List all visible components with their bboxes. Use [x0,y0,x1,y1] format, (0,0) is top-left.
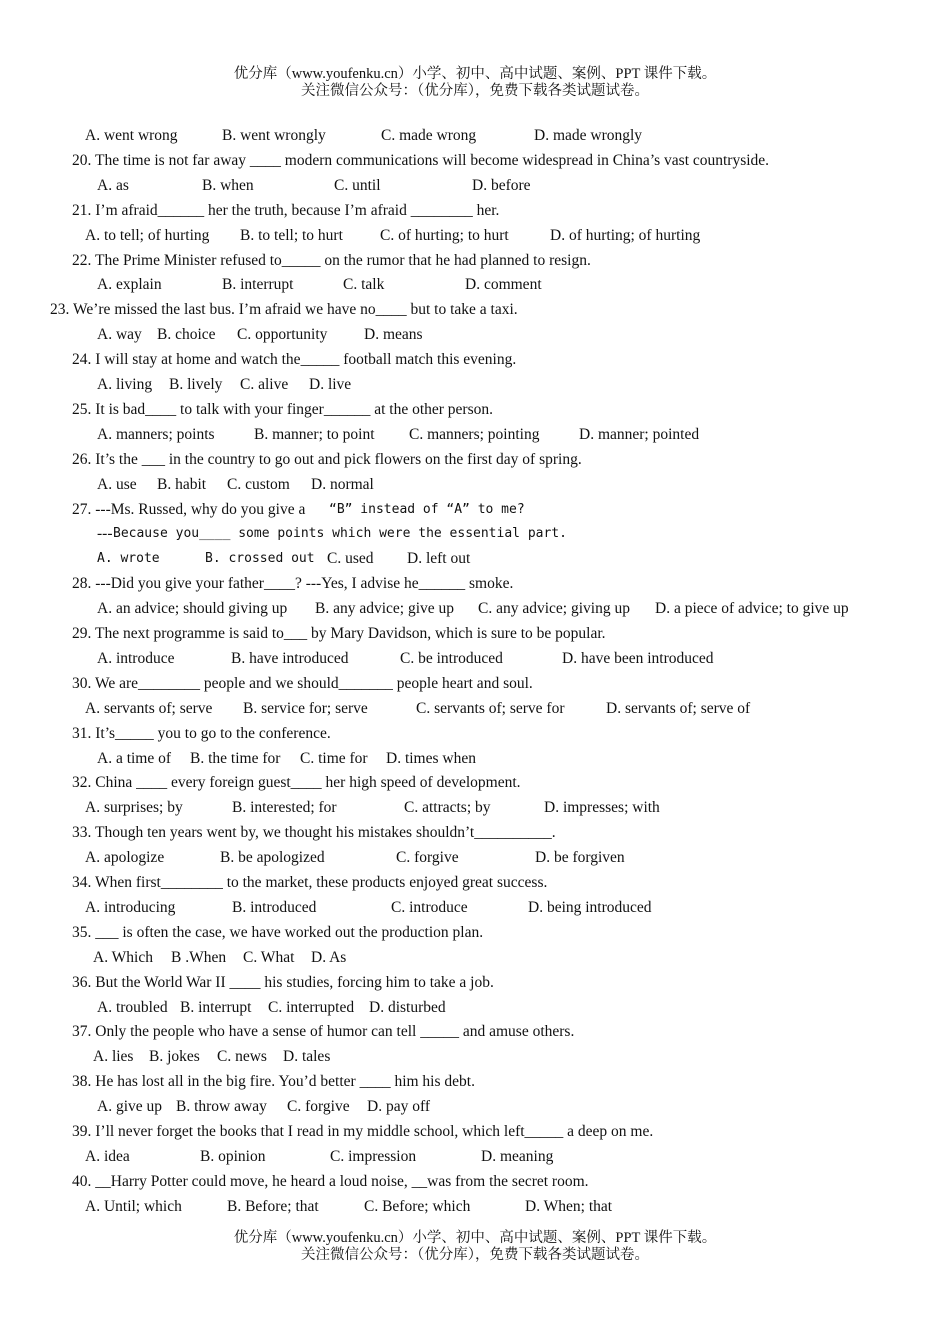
answer-option: C. until [334,176,381,194]
question-segment: Because you____ some points which were the essential part. [113,526,567,542]
answer-option: A. wrote [97,551,160,567]
answer-option: C. impression [330,1147,417,1165]
answer-option: B. interested; for [232,799,337,817]
question-segment: 34. When first________ to the market, these products enjoyed great success. [72,874,548,891]
question-segment: 22. The Prime Minister refused to_____ on the rumor that he had planned to resign. [72,251,591,269]
question-segment: 36. But the World War II ____ his studies, forcing him to take a job. [72,973,494,991]
header-line-1: 优分库（www.youfenku.cn）小学、初中、高中试题、案例、PPT 课件下载。 [233,66,717,82]
answer-option: B. the time for [190,749,281,767]
answer-option: C. custom [227,475,290,493]
answer-option: D. live [309,376,352,393]
answer-option: B. opinion [200,1147,266,1165]
answer-option: B. choice [157,326,216,344]
question-segment: 37. Only the people who have a sense of humor can tell _____ and amuse others. [72,1023,575,1041]
answer-option: D. have been introduced [562,649,714,667]
answer-option: C. made wrong [381,127,477,144]
answer-option: C. interrupted [268,998,355,1016]
answer-option: C. opportunity [237,326,328,344]
question-segment: 33. Though ten years went by, we thought his mistakes shouldn’t__________. [72,824,556,842]
question-segment: 24. I will stay at home and watch the_____ football match this evening. [72,351,517,369]
question-segment: 23. We’re missed the last bus. I’m afraid we have no____ but to take a taxi. [50,301,518,319]
answer-option: D. made wrongly [534,127,643,144]
question-segment: “B” instead of “A” to me? [329,501,525,517]
answer-option: B. crossed out [205,551,315,567]
answer-option: B. introduced [232,898,317,916]
answer-option: B. went wrongly [222,127,326,144]
answer-option: B. any advice; give up [315,600,455,618]
answer-option: D. As [311,948,347,966]
page-footer [0,1230,950,1264]
question-segment: 29. The next programme is said to___ by Mary Davidson, which is sure to be popular. [72,625,606,642]
question-segment: 35. ___ is often the case, we have worked out the production plan. [72,923,484,941]
answer-option: D. left out [407,550,471,568]
answer-option: B. throw away [176,1098,267,1116]
question-segment: --- [97,525,113,543]
answer-option: D. be forgiven [535,849,625,867]
question-segment: 39. I’ll never forget the books that I read in my middle school, which left_____ a deep on me. [72,1123,654,1140]
answer-option: C. attracts; by [404,799,491,817]
answer-option: A. lies [93,1048,134,1066]
answer-option: C. news [217,1048,267,1066]
answer-option: A. introduce [97,649,175,667]
page-header [0,66,950,100]
answer-option: A. way [97,326,142,344]
answer-option: A. apologize [85,849,165,867]
answer-option: C. manners; pointing [409,425,540,443]
header-line-2: 关注微信公众号：（优分库），免费下载各类试题试卷。 [301,83,649,99]
answer-option: B. service for; serve [243,699,368,717]
answer-option: A. as [97,176,129,194]
answer-option: D. normal [311,475,374,493]
answer-option: D. a piece of advice; to give up [655,600,849,618]
answer-option: C. Before; which [364,1197,471,1215]
answer-option: A. troubled [97,998,168,1016]
answer-option: D. means [364,326,423,344]
question-segment: 21. I’m afraid______ her the truth, because I’m afraid ________ her. [72,201,500,219]
answer-option: B. when [202,176,254,194]
answer-option: A. use [97,475,137,493]
answer-option: D. disturbed [369,998,446,1016]
answer-option: D. of hurting; of hurting [550,226,701,244]
question-segment: 40. __Harry Potter could move, he heard a loud noise, __was from the secret room. [72,1172,589,1190]
question-segment: 32. China ____ every foreign guest____ her high speed of development. [72,774,521,792]
answer-option: D. manner; pointed [579,425,700,443]
answer-option: D. tales [283,1048,331,1066]
question-segment: 31. It’s_____ you to go to the conference. [72,724,331,742]
answer-option: A. went wrong [85,127,178,144]
answer-option: B .When [171,948,227,966]
answer-option: B. have introduced [231,649,349,667]
answer-option: B. lively [169,376,223,393]
question-segment: 26. It’s the ___ in the country to go out and pick flowers on the first day of spring. [72,450,582,468]
answer-option: C. be introduced [400,649,503,667]
answer-option: D. pay off [367,1098,430,1116]
answer-option: B. interrupt [222,276,294,294]
answer-option: A. an advice; should giving up [97,600,288,618]
answer-option: D. being introduced [528,898,652,916]
answer-option: C. introduce [391,898,468,916]
answer-option: D. When; that [525,1197,613,1215]
answer-option: D. impresses; with [544,799,660,817]
answer-option: D. meaning [481,1147,554,1165]
answer-option: A. a time of [97,749,172,767]
answer-option: A. living [97,376,153,393]
answer-option: A. introducing [85,898,176,916]
answer-option: C. used [327,550,374,568]
answer-option: C. forgive [396,849,459,867]
answer-option: A. servants of; serve [85,699,213,717]
answer-option: B. manner; to point [254,425,375,443]
answer-option: B. interrupt [180,998,252,1016]
answer-option: C. What [243,948,295,966]
answer-option: A. manners; points [97,425,215,443]
answer-option: C. any advice; giving up [478,600,630,618]
answer-option: D. before [472,176,531,194]
answer-option: C. of hurting; to hurt [380,226,509,244]
question-segment: 28. ---Did you give your father____? ---Yes, I advise he______ smoke. [72,575,514,593]
question-segment: 38. He has lost all in the big fire. You’d better ____ him his debt. [72,1073,475,1091]
question-segment: 25. It is bad____ to talk with your finger______ at the other person. [72,400,494,418]
question-segment: 27. ---Ms. Russed, why do you give a [72,500,306,518]
footer-line-1: 优分库（www.youfenku.cn）小学、初中、高中试题、案例、PPT 课件下载。 [233,1230,717,1246]
answer-option: A. explain [97,276,162,294]
answer-option: B. Before; that [227,1197,319,1215]
answer-option: C. servants of; serve for [416,699,565,717]
answer-option: C. time for [300,749,368,767]
answer-option: D. times when [386,749,476,767]
answer-option: A. Which [93,948,153,966]
answer-option: B. habit [157,475,207,493]
question-segment: 30. We are________ people and we should_______ people heart and soul. [72,674,533,692]
answer-option: B. be apologized [220,849,325,867]
question-segment: 20. The time is not far away ____ modern communications will become widespread in China’s vast countryside. [72,151,770,169]
answer-option: B. to tell; to hurt [240,226,343,244]
answer-option: A. surprises; by [85,799,183,817]
answer-option: A. Until; which [85,1197,182,1215]
footer-line-2: 关注微信公众号：（优分库），免费下载各类试题试卷。 [301,1247,649,1263]
answer-option: D. servants of; serve of [606,699,751,717]
answer-option: A. idea [85,1147,130,1165]
answer-option: C. alive [240,376,289,393]
answer-option: D. comment [465,276,542,294]
answer-option: A. to tell; of hurting [85,226,210,244]
answer-option: C. forgive [287,1098,350,1116]
answer-option: C. talk [343,276,385,294]
answer-option: A. give up [97,1098,163,1116]
answer-option: B. jokes [149,1048,200,1066]
